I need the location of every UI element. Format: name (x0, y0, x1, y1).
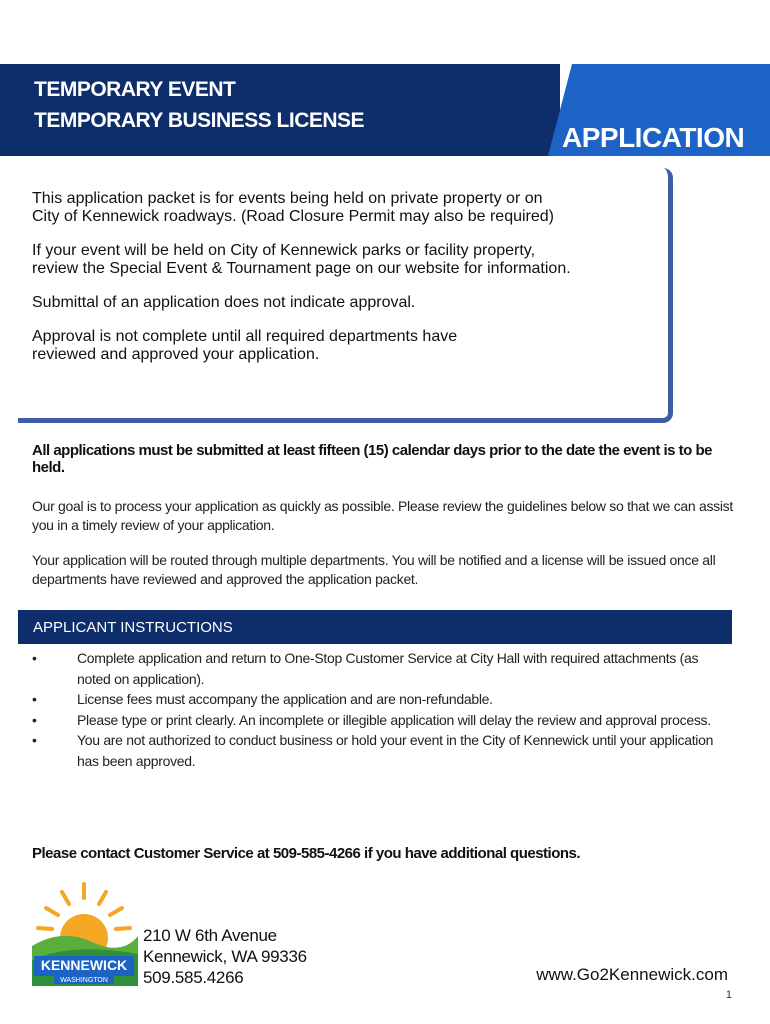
instructions-list (32, 648, 732, 771)
address-line-1: 210 W 6th Avenue (143, 926, 277, 945)
deadline-notice: All applications must be submitted at least fifteen (15) calendar days prior to the date the event is to be held. (32, 442, 712, 476)
address-line-2: Kennewick, WA 99336 (143, 947, 307, 966)
instructions-heading: APPLICANT INSTRUCTIONS (33, 619, 233, 636)
goal-paragraph: Our goal is to process your application as quickly as possible. Please review the guidelines below so that we can assist you in a timely review of your application. (32, 498, 733, 533)
title-line-1: TEMPORARY EVENT (34, 78, 236, 101)
routing-paragraph: Your application will be routed through multiple departments. You will be notified and a license will be issued once all departments have reviewed and approved the application packet. (32, 552, 716, 587)
list-item: • You are not authorized to conduct business or hold your event in the City of Kennewick until your application has been approved. (32, 732, 714, 769)
website-link[interactable]: www.Go2Kennewick.com (536, 965, 728, 984)
page-number: 1 (725, 989, 732, 1001)
svg-text:KENNEWICK: KENNEWICK (40, 957, 128, 973)
notice-private-property: This application packet is for events being held on private property or on City of Kennewick roadways. (Road Closure Permit may also be required) (32, 190, 554, 225)
bullet-icon: • (32, 711, 37, 728)
contact-notice: Please contact Customer Service at 509-585-4266 if you have additional questions. (32, 845, 581, 862)
list-item: • Please type or print clearly. An incomplete or illegible application will delay the review and approval process. (32, 710, 732, 731)
phone-number: 509.585.4266 (143, 968, 244, 987)
list-item: • License fees must accompany the application and are non-refundable. (32, 689, 732, 710)
bullet-icon: • (32, 650, 37, 666)
notice-approval: Approval is not complete until all required departments have reviewed and approved your application. (32, 328, 458, 363)
svg-text:WASHINGTON: WASHINGTON (60, 977, 108, 984)
bullet-icon: • (32, 691, 37, 707)
notice-submittal: Submittal of an application does not indicate approval. (32, 294, 416, 311)
bullet-icon: • (32, 732, 37, 748)
application-label: APPLICATION (562, 122, 745, 153)
notice-parks-property: If your event will be held on City of Kennewick parks or facility property, review the Special Event & Tournament page on our website for information. (32, 242, 571, 277)
list-item: • Complete application and return to One-Stop Customer Service at City Hall with required attachments (as noted on application). (32, 650, 699, 687)
city-address (143, 925, 307, 988)
kennewick-logo (32, 880, 138, 986)
page-title (34, 74, 364, 136)
title-line-2: TEMPORARY BUSINESS LICENSE (34, 109, 365, 132)
notice-callout (32, 174, 672, 380)
